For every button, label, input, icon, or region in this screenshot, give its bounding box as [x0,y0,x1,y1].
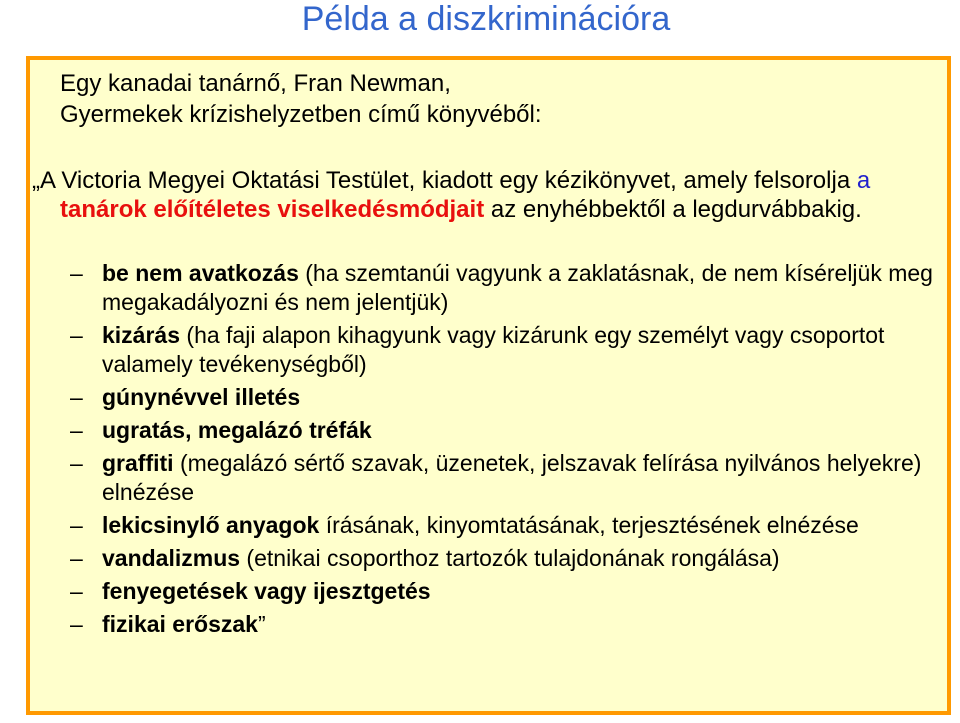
item-bold: ugratás, megalázó tréfák [102,417,372,443]
list-item [70,259,940,317]
list-item [70,544,940,573]
item-text: írásának, kinyomtatásának, terjesztésének elnézése [319,512,859,538]
item-bold: be nem avatkozás [102,260,299,286]
dash-bullet: – [70,417,83,443]
quote-highlight: tanárok előítéletes viselkedésmódjait [60,196,485,223]
dash-bullet: – [70,260,83,286]
behavior-list [70,259,940,643]
item-bold: fenyegetések vagy ijesztgetés [102,578,431,604]
item-bold: kizárás [102,322,181,348]
item-bold: lekicsinylő anyagok [102,512,320,538]
quote-text-1: A Victoria Megyei Oktatási Testület, kiadott egy kézikönyvet, amely felsorolja [40,167,857,194]
item-text: (ha szemtanúi vagyunk a zaklatásnak, de nem kíséreljük meg megakadályozni és nem jelentjük) [102,260,933,315]
intro-line-2: Gyermekek krízishelyzetben című könyvéből: [60,101,542,128]
item-text: (etnikai csoporthoz tartozók tulajdonának rongálása) [240,545,780,571]
quote-paragraph [32,166,937,224]
item-text: (ha faji alapon kihagyunk vagy kizárunk egy személyt vagy csoportot valamely tevékenységből) [102,322,885,377]
item-text: ” [257,611,266,637]
list-item [70,577,940,606]
content-frame [26,56,951,715]
quote-text-article: a [856,167,871,194]
dash-bullet: – [70,545,83,571]
dash-bullet: – [70,512,83,538]
item-text: (megalázó sértő szavak, üzenetek, jelszavak felírása nyilvános helyekre) elnézése [102,450,922,505]
list-item [70,383,940,412]
item-bold: vandalizmus [102,545,241,571]
list-item [70,321,940,379]
item-bold: gúnynévvel illetés [102,384,301,410]
quote-text-2: az enyhébbektől a legdurvábbakig. [484,196,862,223]
list-item [70,416,940,445]
intro-line-1: Egy kanadai tanárnő, Fran Newman, [60,70,451,97]
intro-text [60,68,542,130]
slide-title: Példa a diszkriminációra [301,0,671,38]
item-bold: fizikai erőszak [102,611,258,637]
list-item [70,511,940,540]
item-bold: graffiti [102,450,174,476]
dash-bullet: – [70,578,83,604]
dash-bullet: – [70,384,83,410]
dash-bullet: – [70,450,83,476]
quote-open-mark: „ [32,167,40,194]
list-item [70,449,940,507]
dash-bullet: – [70,611,83,637]
list-item [70,610,940,639]
dash-bullet: – [70,322,83,348]
